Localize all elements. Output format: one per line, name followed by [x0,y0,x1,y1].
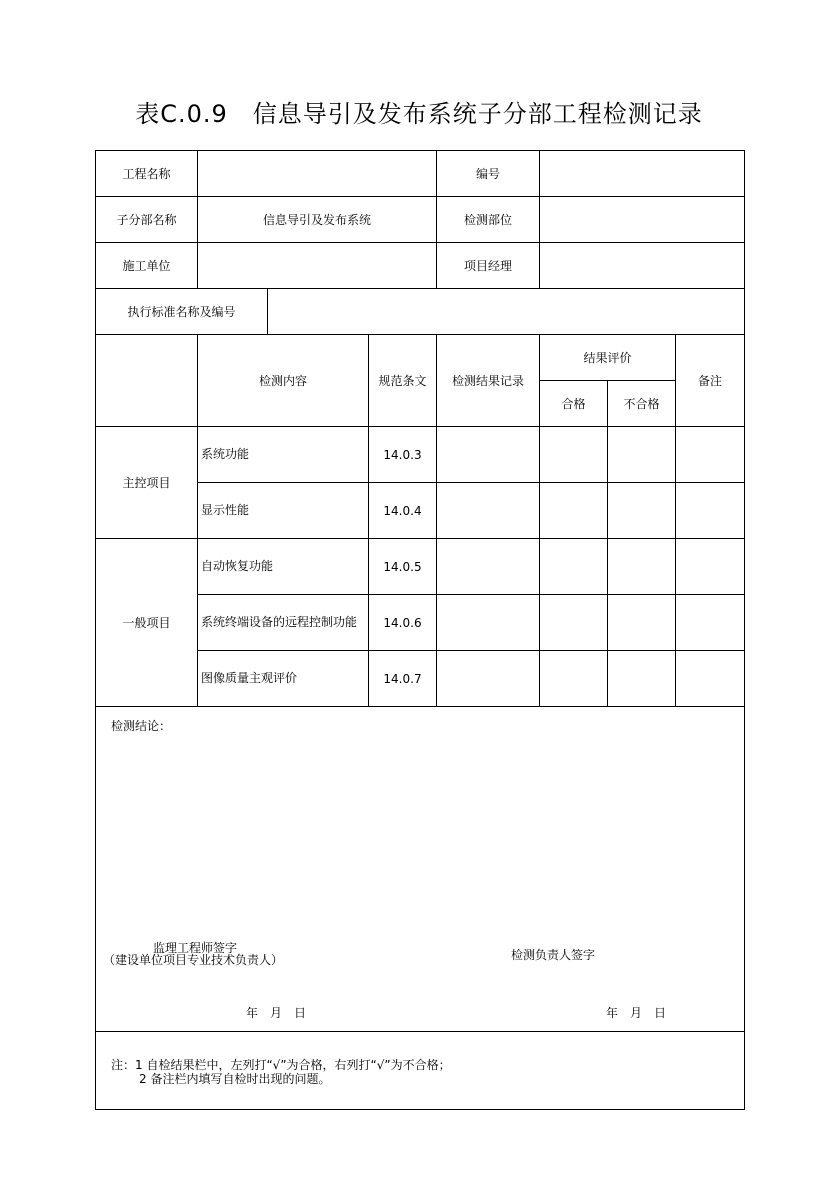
date-left: 年 月 日 [246,1006,307,1020]
item-content: 显示性能 [198,483,369,539]
project-name-label: 工程名称 [96,151,198,197]
fail-cell[interactable] [608,651,676,707]
sub-division-label: 子分部名称 [96,197,198,243]
evaluation-header: 结果评价 [540,335,676,381]
sub-division-value: 信息导引及发布系统 [198,197,437,243]
inspection-table [95,150,745,1110]
pass-cell[interactable] [540,595,608,651]
item-clause: 14.0.4 [369,483,437,539]
notes-section [96,1032,745,1110]
constructor-field[interactable] [198,243,437,289]
constructor-label: 施工单位 [96,243,198,289]
fail-cell[interactable] [608,539,676,595]
number-field[interactable] [540,151,745,197]
record-cell[interactable] [437,651,540,707]
project-name-field[interactable] [198,151,437,197]
remark-cell[interactable] [676,651,745,707]
remark-cell[interactable] [676,539,745,595]
conclusion-section[interactable] [96,707,745,1032]
item-clause: 14.0.5 [369,539,437,595]
supervisor-sub-label: （建设单位项目专业技术负责人） [103,953,284,967]
date-right: 年 月 日 [606,1006,667,1020]
inspector-sign-label: 检测负责人签字 [511,948,596,962]
item-content: 系统终端设备的远程控制功能 [198,595,369,651]
pass-cell[interactable] [540,427,608,483]
fail-cell[interactable] [608,427,676,483]
pass-cell[interactable] [540,539,608,595]
item-content: 图像质量主观评价 [198,651,369,707]
clause-header: 规范条文 [369,335,437,427]
item-clause: 14.0.6 [369,595,437,651]
content-header: 检测内容 [198,335,369,427]
pass-cell[interactable] [540,483,608,539]
manager-field[interactable] [540,243,745,289]
note-line-1: 注：1 自检结果栏中，左列打“√”为合格，右列打“√”为不合格； [111,1058,451,1072]
table-row [96,539,745,595]
number-label: 编号 [437,151,540,197]
supervisor-sign-label: 监理工程师签字 [153,941,238,955]
manager-label: 项目经理 [437,243,540,289]
item-content: 系统功能 [198,427,369,483]
record-header: 检测结果记录 [437,335,540,427]
category-label: 主控项目 [96,427,198,539]
fail-cell[interactable] [608,595,676,651]
remark-cell[interactable] [676,483,745,539]
remark-cell[interactable] [676,595,745,651]
location-label: 检测部位 [437,197,540,243]
category-label: 一般项目 [96,539,198,707]
record-cell[interactable] [437,483,540,539]
page-title: 表C.0.9 信息导引及发布系统子分部工程检测记录 [135,100,703,128]
item-clause: 14.0.3 [369,427,437,483]
category-header [96,335,198,427]
item-content: 自动恢复功能 [198,539,369,595]
pass-cell[interactable] [540,651,608,707]
item-clause: 14.0.7 [369,651,437,707]
record-cell[interactable] [437,595,540,651]
location-field[interactable] [540,197,745,243]
record-cell[interactable] [437,427,540,483]
pass-header: 合格 [540,381,608,427]
table-row [96,427,745,483]
standard-label: 执行标准名称及编号 [96,289,268,334]
fail-cell[interactable] [608,483,676,539]
record-cell[interactable] [437,539,540,595]
conclusion-label: 检测结论： [111,719,172,733]
fail-header: 不合格 [608,381,676,427]
remark-header: 备注 [676,335,745,427]
remark-cell[interactable] [676,427,745,483]
note-line-2: 2 备注栏内填写自检时出现的问题。 [139,1072,331,1086]
